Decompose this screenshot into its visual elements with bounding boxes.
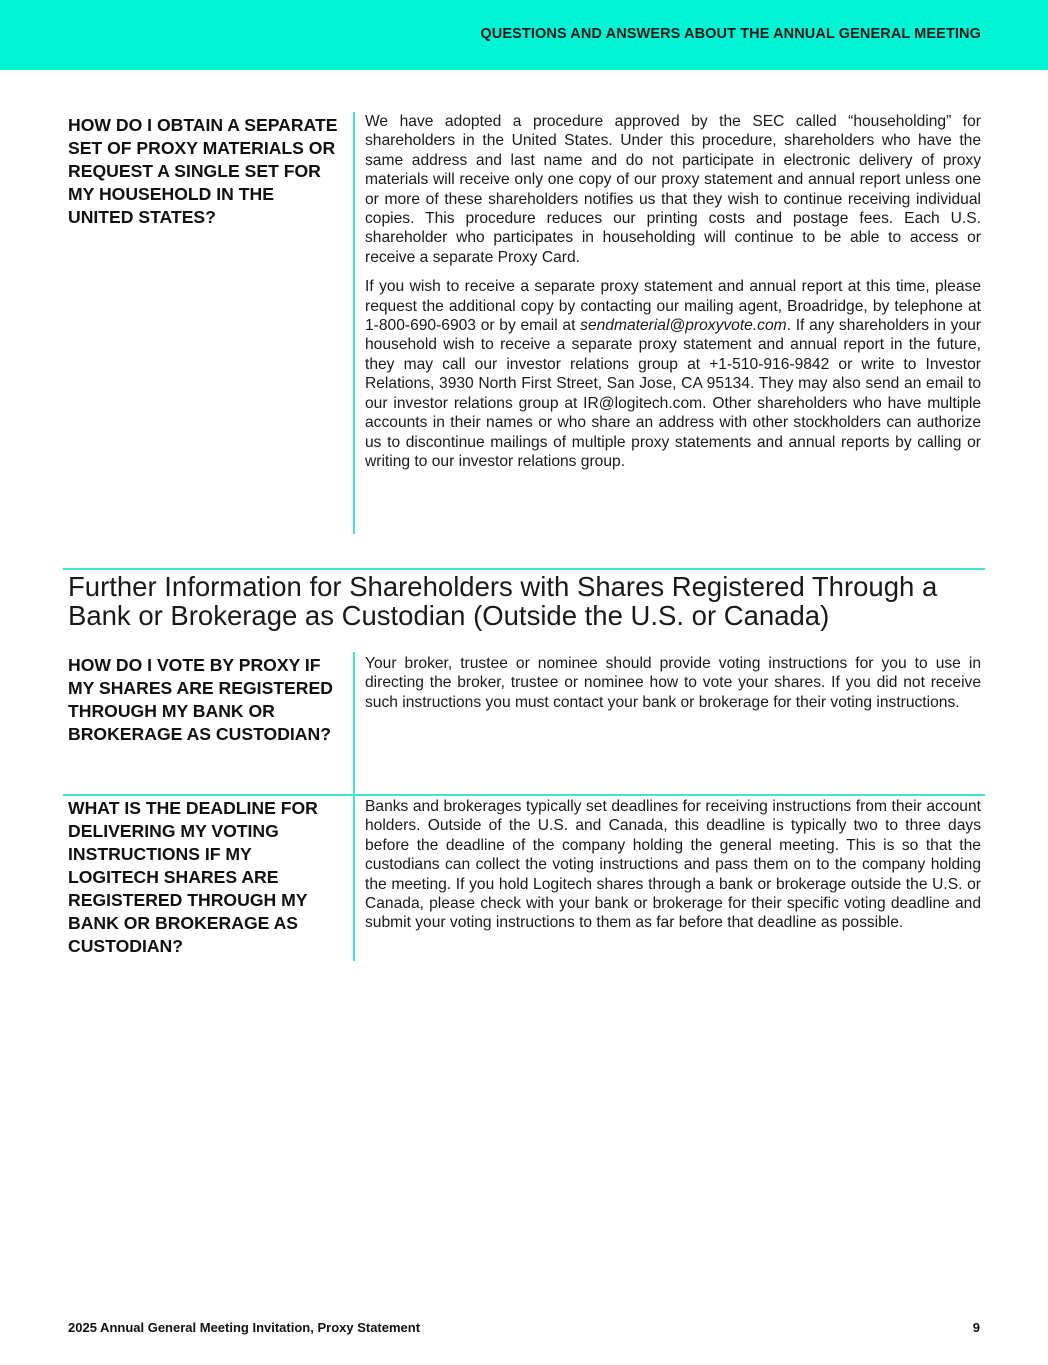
header-band	[0, 0, 1048, 70]
section-title: Further Information for Shareholders with Shares Registered Through a Bank or Brokerage as Custodian (Outside the U.S. or Canada)	[68, 571, 938, 631]
contact-text-after: . If any shareholders in your household wish to receive a separate proxy statement and annual report in the future, they may call our investor relations group at +1-510-916-9842 or write to Investor Relations, 3930 North First Street, San Jose, CA 95134. They may also send an email to our investor relations group at IR@logitech.com. Other shareholders who have multiple accounts in their names or who share an address with other stockholders can authorize us to discontinue mailings of multiple proxy statements and annual reports by calling or writing to our investor relations group.	[365, 317, 981, 470]
question-householding: HOW DO I OBTAIN A SEPARATE SET OF PROXY MATERIALS OR REQUEST A SINGLE SET FOR MY HOUSEHOLD IN THE UNITED STATES?	[63, 112, 355, 534]
question-voting-deadline: WHAT IS THE DEADLINE FOR DELIVERING MY VOTING INSTRUCTIONS IF MY LOGITECH SHARES ARE REGISTERED THROUGH MY BANK OR BROKERAGE AS CUSTODIAN?	[63, 796, 355, 961]
footer-document-title: 2025 Annual General Meeting Invitation, Proxy Statement	[68, 1320, 421, 1335]
qa-vote-by-proxy	[63, 652, 985, 794]
question-vote-by-proxy: HOW DO I VOTE BY PROXY IF MY SHARES ARE REGISTERED THROUGH MY BANK OR BROKERAGE AS CUSTODIAN?	[63, 652, 355, 794]
answer-paragraph-contact	[365, 277, 981, 471]
qa-voting-deadline	[63, 796, 985, 961]
contact-text-before: If you wish to receive a separate proxy statement and annual report at this time, please request the additional copy by contacting our mailing agent, Broadridge, by telephone at 1-800-690-6903 or by email at	[365, 278, 981, 335]
answer-vote-by-proxy: Your broker, trustee or nominee should provide voting instructions for you to use in directing the broker, trustee or nominee how to vote your shares. If you did not receive such instructions you must contact your bank or brokerage for their voting instructions.	[365, 655, 981, 711]
answer-paragraph: We have adopted a procedure approved by the SEC called “householding” for shareholders in the United States. Under this procedure, shareholders who have the same address and last name and do not participate in electronic delivery of proxy materials will receive only one copy of our proxy statement and annual report unless one or more of these shareholders notifies us that they wish to continue receiving individual copies. This procedure reduces our printing costs and postage fees. Each U.S. shareholder who participates in householding will continue to be able to access or receive a separate Proxy Card.	[365, 113, 981, 266]
header-title: QUESTIONS AND ANSWERS ABOUT THE ANNUAL GENERAL MEETING	[480, 26, 981, 42]
answer-voting-deadline: Banks and brokerages typically set deadlines for receiving instructions from their account holders. Outside of the U.S. and Canada, this deadline is typically two to three days before the deadline of the company holding the general meeting. This is so that the custodians can collect the voting instructions and pass them on to the company holding the meeting. If you hold Logitech shares through a bank or brokerage outside the U.S. or Canada, please check with your bank or brokerage for their specific voting deadline and submit your voting instructions to them as far before that deadline as possible.	[365, 798, 981, 932]
qa-householding	[63, 112, 985, 534]
email-link[interactable]: sendmaterial@proxyvote.com	[580, 317, 787, 335]
page-number: 9	[972, 1320, 980, 1335]
answer-householding	[355, 112, 985, 534]
section-divider	[63, 568, 985, 570]
